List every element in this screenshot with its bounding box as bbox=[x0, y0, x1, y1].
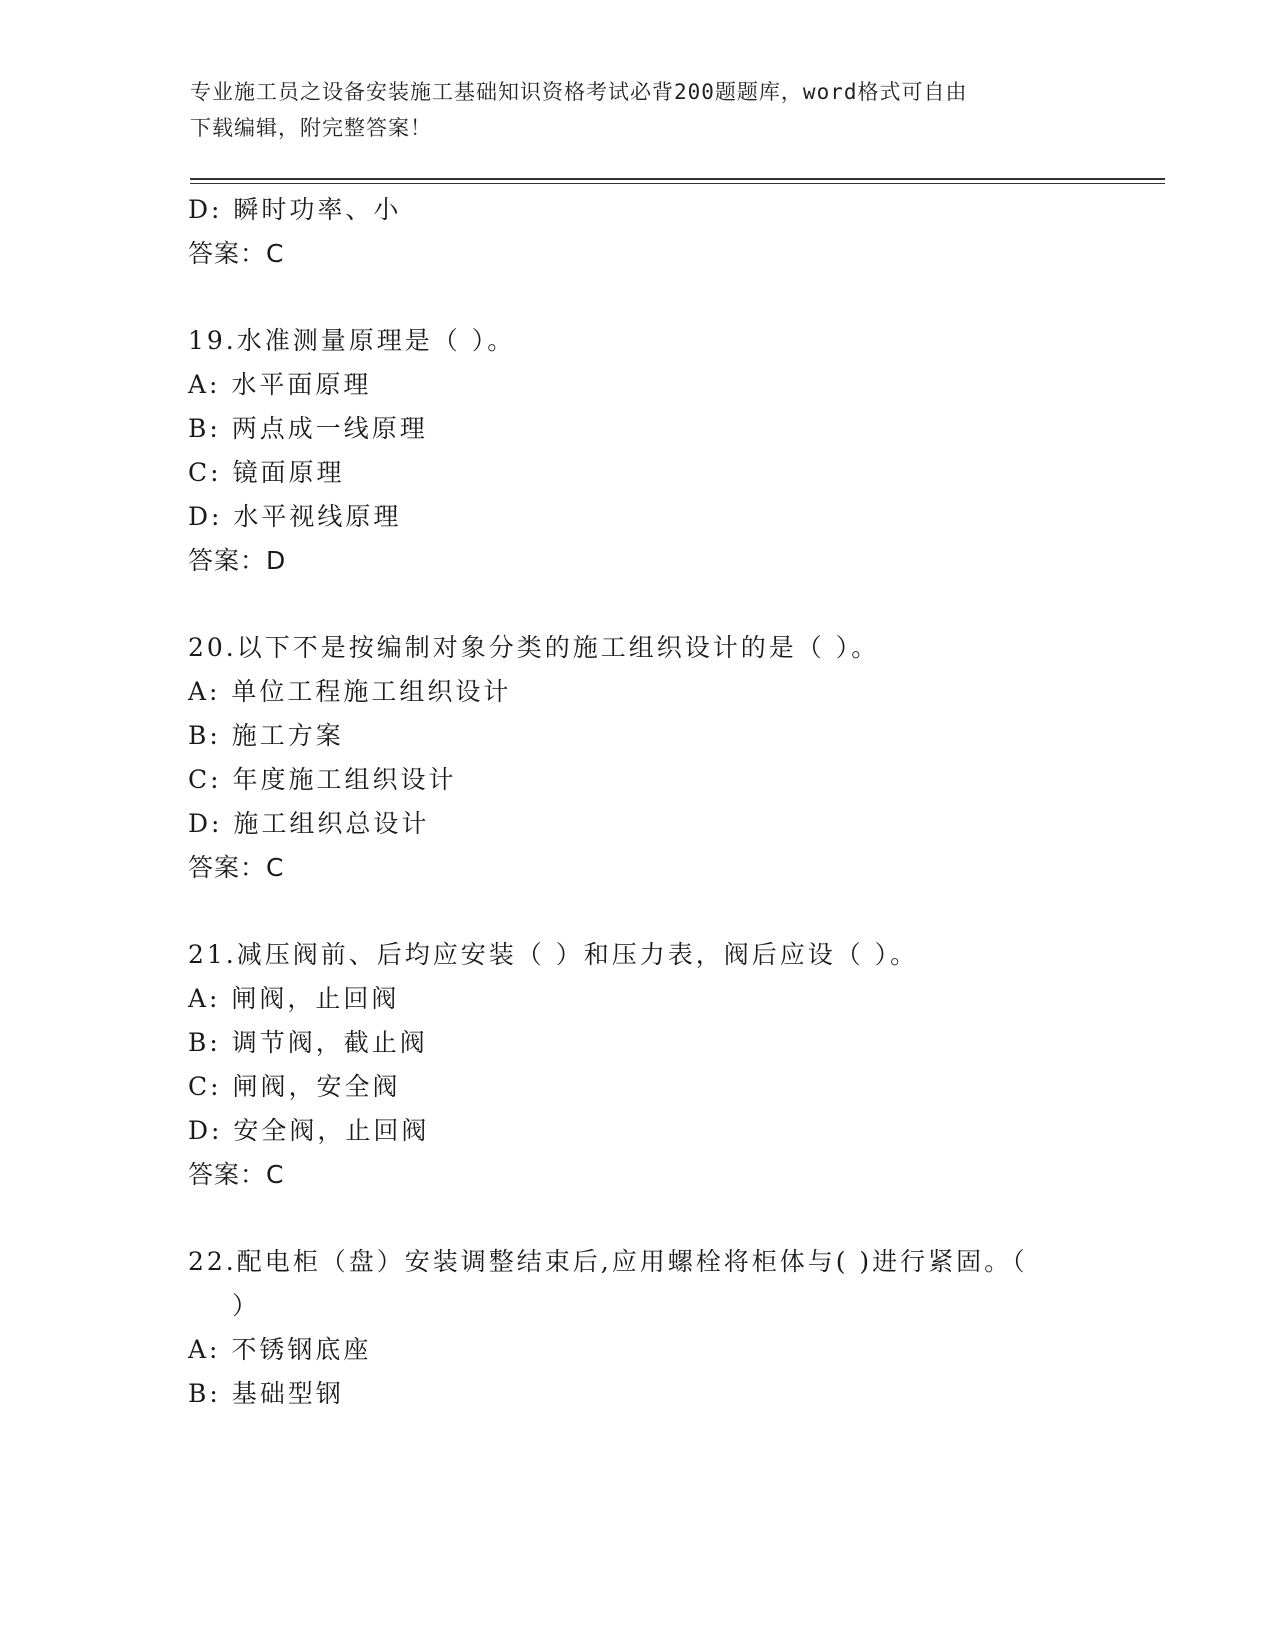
question-21-option-b: B: 调节阀，截止阀 bbox=[188, 1028, 428, 1057]
question-20-option-a: A: 单位工程施工组织设计 bbox=[188, 677, 512, 706]
question-22-option-a: A: 不锈钢底座 bbox=[188, 1335, 372, 1364]
question-19-option-b: B: 两点成一线原理 bbox=[188, 414, 428, 443]
header-line-1: 专业施工员之设备安装施工基础知识资格考试必背200题题库，word格式可自由 bbox=[190, 80, 968, 104]
header-divider-thick bbox=[190, 178, 1165, 180]
question-19-option-d: D: 水平视线原理 bbox=[188, 502, 402, 531]
question-21-stem: 21.减压阀前、后均应安装（ ）和压力表，阀后应设（ ）。 bbox=[188, 940, 919, 969]
header-line-2: 下载编辑，附完整答案！ bbox=[190, 116, 432, 140]
question-19-option-a: A: 水平面原理 bbox=[188, 370, 372, 399]
header-divider-thin bbox=[190, 183, 1165, 184]
question-20-answer: 答案：C bbox=[188, 853, 285, 882]
question-19-option-c: C: 镜面原理 bbox=[188, 458, 345, 487]
document-header bbox=[190, 74, 1090, 146]
question-19-stem: 19.水准测量原理是（ ）。 bbox=[188, 326, 516, 355]
question-21-option-a: A: 闸阀，止回阀 bbox=[188, 984, 400, 1013]
answer: 答案：C bbox=[188, 239, 285, 268]
question-21-option-c: C: 闸阀，安全阀 bbox=[188, 1072, 401, 1101]
question-20-stem: 20.以下不是按编制对象分类的施工组织设计的是（ ）。 bbox=[188, 633, 880, 662]
question-20-option-b: B: 施工方案 bbox=[188, 721, 344, 750]
question-22-stem: 22.配电柜（盘）安装调整结束后,应用螺栓将柜体与( )进行紧固。（ bbox=[188, 1247, 1028, 1276]
question-21-option-d: D: 安全阀，止回阀 bbox=[188, 1116, 430, 1145]
question-19-answer: 答案：D bbox=[188, 546, 287, 575]
question-20-option-d: D: 施工组织总设计 bbox=[188, 809, 430, 838]
question-20-option-c: C: 年度施工组织设计 bbox=[188, 765, 457, 794]
option-d: D: 瞬时功率、小 bbox=[188, 195, 402, 224]
question-22-option-b: B: 基础型钢 bbox=[188, 1379, 344, 1408]
question-21-answer: 答案：C bbox=[188, 1160, 285, 1189]
question-22-stem-continuation: ） bbox=[232, 1291, 261, 1320]
